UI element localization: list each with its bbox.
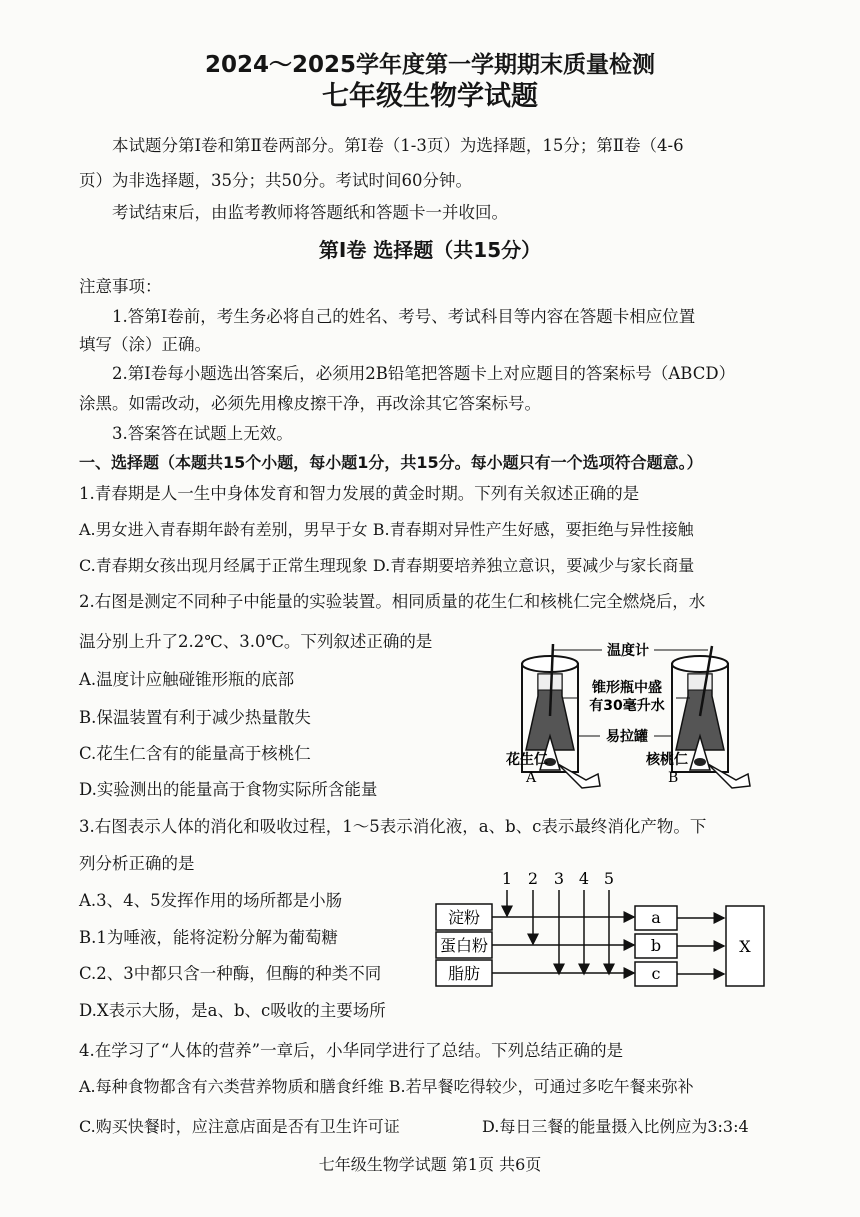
q2-stem-2: 温分别上升了2.2℃、3.0℃。下列叙述正确的是 <box>79 632 433 651</box>
exam-subtitle: 七年级生物学试题 <box>322 81 538 112</box>
label-flask-line-1: 锥形瓶中盛 <box>592 680 662 696</box>
q1-options-cd: C.青春期女孩出现月经属于正常生理现象 D.青春期要培养独立意识，要减少与家长商量 <box>79 556 695 575</box>
juice-label-4: 4 <box>578 869 590 888</box>
note-3: 3.答案答在试题上无效。 <box>112 424 293 443</box>
label-flask-line-2: 有30毫升水 <box>589 698 665 714</box>
label-thermometer: 温度计 <box>607 643 649 659</box>
part1-heading: 一、选择题（本题共15个小题，每小题1分，共15分。每小题只有一个选项符合题意。） <box>79 453 703 472</box>
label-a: A <box>526 770 537 786</box>
box-fat: 脂肪 <box>447 964 481 983</box>
intro-line-3: 考试结束后，由监考教师将答题纸和答题卡一并收回。 <box>112 203 508 222</box>
q2-option-d: D.实验测出的能量高于食物实际所含能量 <box>79 780 378 799</box>
energy-experiment-figure <box>500 640 780 790</box>
page-footer: 七年级生物学试题 第1页 共6页 <box>318 1155 542 1174</box>
box-starch: 淀粉 <box>447 908 481 927</box>
notes-heading: 注意事项： <box>79 277 162 296</box>
q2-stem-1: 2.右图是测定不同种子中能量的实验装置。相同质量的花生仁和核桃仁完全燃烧后，水 <box>79 592 706 611</box>
product-c: c <box>651 964 661 983</box>
q4-options-ab: A.每种食物都含有六类营养物质和膳食纤维 B.若早餐吃得较少，可通过多吃午餐来弥补 <box>79 1077 694 1096</box>
q2-option-a: A.温度计应触碰锥形瓶的底部 <box>79 670 295 689</box>
section-title: 第Ⅰ卷 选择题（共15分） <box>318 238 542 262</box>
product-b: b <box>650 936 662 955</box>
label-can: 易拉罐 <box>606 729 648 745</box>
note-1b: 填写（涂）正确。 <box>79 335 211 354</box>
label-b: B <box>668 770 679 786</box>
box-x: X <box>739 937 751 956</box>
q2-option-c: C.花生仁含有的能量高于核桃仁 <box>79 744 311 763</box>
note-1a: 1.答第Ⅰ卷前，考生务必将自己的姓名、考号、考试科目等内容在答题卡相应位置 <box>112 307 696 326</box>
q3-option-c: C.2、3中都只含一种酶，但酶的种类不同 <box>79 964 382 983</box>
q3-stem-2: 列分析正确的是 <box>79 854 195 873</box>
juice-label-2: 2 <box>527 869 539 888</box>
intro-line-1: 本试题分第Ⅰ卷和第Ⅱ卷两部分。第Ⅰ卷（1-3页）为选择题，15分；第Ⅱ卷（4-6 <box>112 136 684 155</box>
q1-options-ab: A.男女进入青春期年龄有差别，男早于女 B.青春期对异性产生好感，要拒绝与异性接触 <box>79 520 694 539</box>
q4-option-d: D.每日三餐的能量摄入比例应为3:3:4 <box>482 1117 749 1136</box>
exam-title: 2024～2025学年度第一学期期末质量检测 <box>204 52 656 78</box>
juice-label-1: 1 <box>501 869 513 888</box>
juice-label-3: 3 <box>553 869 565 888</box>
q3-option-b: B.1为唾液，能将淀粉分解为葡萄糖 <box>79 928 338 947</box>
q4-option-c: C.购买快餐时，应注意店面是否有卫生许可证 <box>79 1117 400 1136</box>
intro-line-2: 页）为非选择题，35分；共50分。考试时间60分钟。 <box>79 171 472 190</box>
label-peanut: 花生仁 <box>506 752 548 768</box>
product-a: a <box>651 908 661 927</box>
digestion-diagram <box>430 866 775 994</box>
q4-stem: 4.在学习了“人体的营养”一章后，小华同学进行了总结。下列总结正确的是 <box>79 1041 624 1060</box>
q3-option-a: A.3、4、5发挥作用的场所都是小肠 <box>79 891 343 910</box>
q3-stem-1: 3.右图表示人体的消化和吸收过程，1～5表示消化液，a、b、c表示最终消化产物。下 <box>79 817 707 836</box>
note-2a: 2.第Ⅰ卷每小题选出答案后，必须用2B铅笔把答题卡上对应题目的答案标号（ABCD） <box>112 364 736 383</box>
q3-option-d: D.X表示大肠，是a、b、c吸收的主要场所 <box>79 1001 386 1020</box>
label-walnut: 核桃仁 <box>646 752 688 768</box>
juice-label-5: 5 <box>603 869 615 888</box>
note-2b: 涂黑。如需改动，必须先用橡皮擦干净，再改涂其它答案标号。 <box>79 394 541 413</box>
q1-stem: 1.青春期是人一生中身体发育和智力发展的黄金时期。下列有关叙述正确的是 <box>79 484 640 503</box>
q2-option-b: B.保温装置有利于减少热量散失 <box>79 708 311 727</box>
box-protein: 蛋白粉 <box>439 936 489 955</box>
